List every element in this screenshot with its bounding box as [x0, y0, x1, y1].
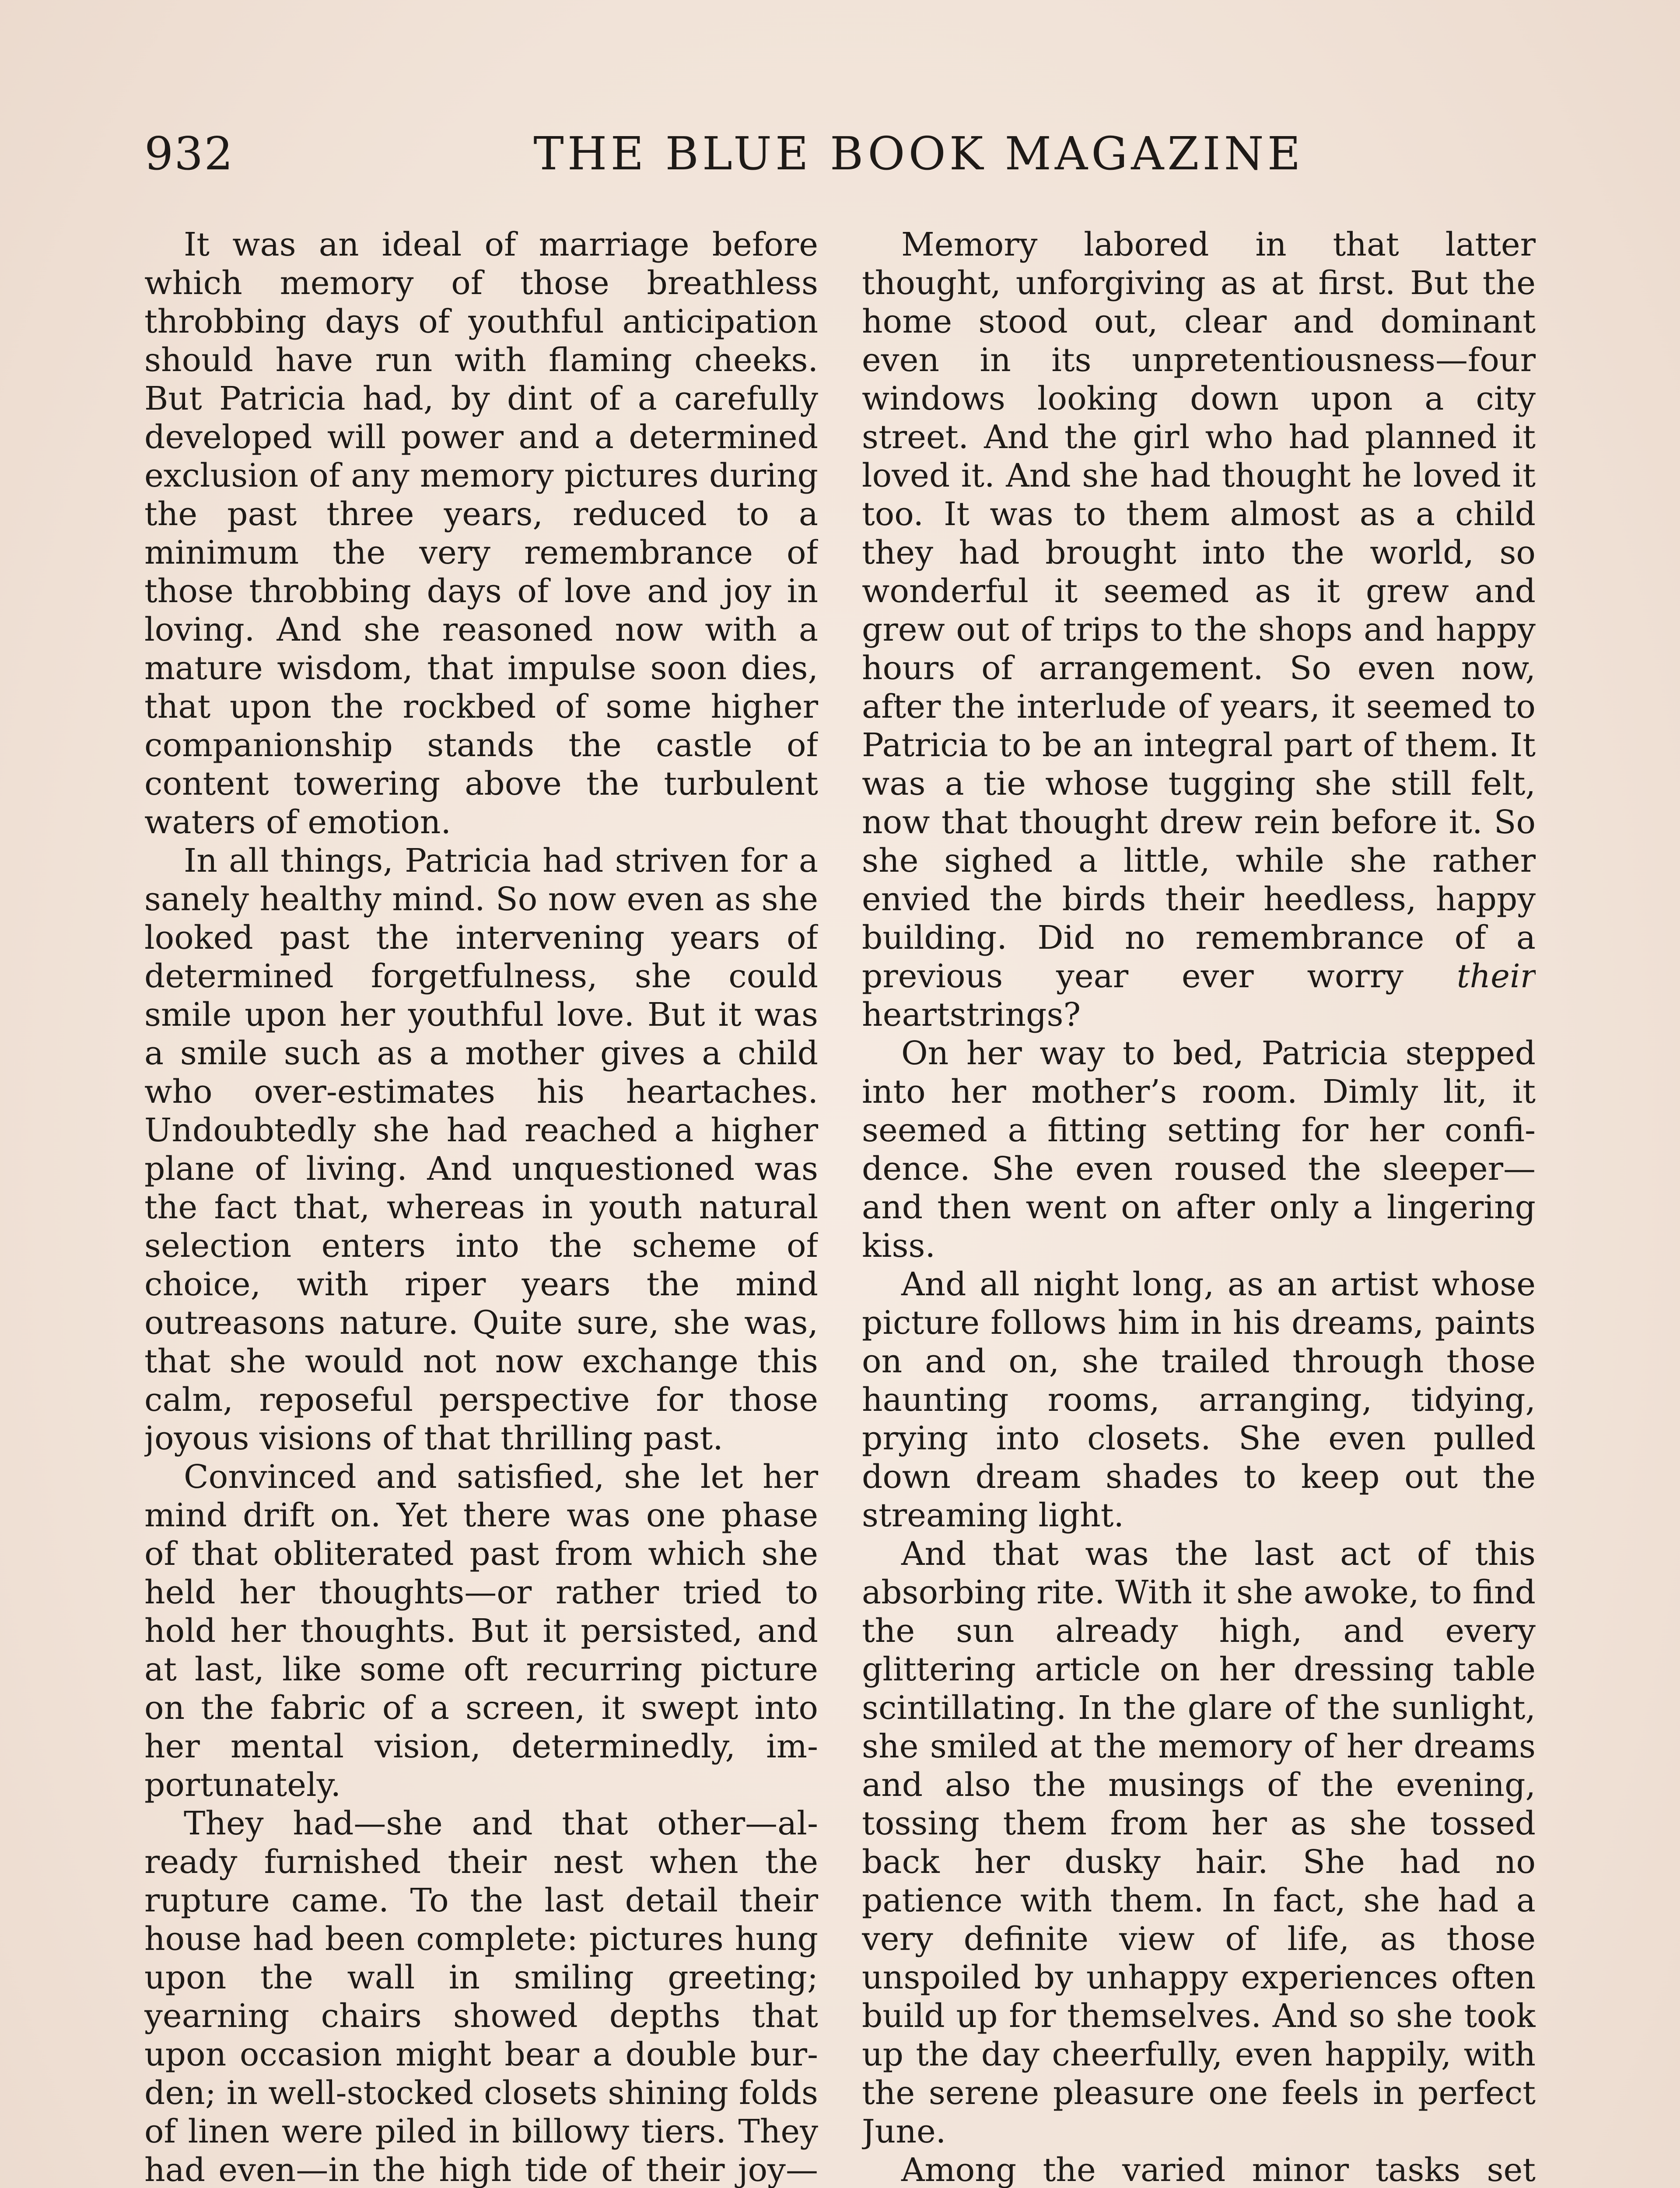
paragraph: Among the varied minor tasks set: [901, 2151, 1536, 2188]
paragraph: In all things, Patricia had striven for a sanely healthy mind. So now even as she looked past the intervening years of determined forgetfulness, she could smile upon her youthful love. But it was a smile such as a mother gives a child who over-estimates his heartaches. Undoubtedly she had reached a higher plane of living. And unquestioned was the fact that, whereas in youth natural selection enters into the scheme of choice, with riper years the mind outreasons nature. Quite sure, she was, that she would not now exchange this calm, reposeful perspective for those joyous visions of that thrilling past.: [144, 842, 818, 1457]
magazine-title: THE BLUE BOOK MAGAZINE: [533, 127, 1304, 180]
paragraph: They had—she and that other—already furnished their nest when the rupture came. To the last detail their house had been complete: pictures hung upon the wall in smiling greeting; yearning chairs showed depths that upon occasion might bear a double burden; in well-stocked closets shining folds of linen were piled in billowy tiers. They had even—in the high tide of their joy—: [144, 1805, 818, 2188]
text-columns: [144, 225, 1536, 2188]
paragraph: [862, 225, 1536, 1034]
paragraph-text-end: heartstrings?: [862, 996, 1081, 1034]
paragraph-text: Memory labored in that latter thought, unforgiving as at first. But the home stood out, clear and dominant even in its unpretentiousness—four windows looking down upon a city street. And the girl who had planned it loved it. And she had thought he loved it too. It was to them almost as a child they had brought into the world, so wonderful it seemed as it grew and grew out of trips to the shops and happy hours of arrangement. So even now, after the interlude of years, it seemed to Patricia to be an integral part of them. It was a tie whose tugging she still felt, now that thought drew rein before it. So she sighed a little, while she rather envied the birds their heedless, happy building. Did no remembrance of a previous year ever worry: [862, 226, 1536, 995]
paragraph: On her way to bed, Patricia stepped into her mother’s room. Dimly lit, it seemed a fitting setting for her confidence. She even roused the sleeper—and then went on after only a lingering kiss.: [862, 1034, 1536, 1265]
paragraph: And all night long, as an artist whose picture follows him in his dreams, paints on and on, she trailed through those haunting rooms, arranging, tidying, prying into closets. She even pulled down dream shades to keep out the streaming light.: [862, 1266, 1536, 1534]
paragraph: Convinced and satisfied, she let her mind drift on. Yet there was one phase of that obliterated past from which she held her thoughts—or rather tried to hold her thoughts. But it persisted, and at last, like some oft recurring picture on the fabric of a screen, it swept into her mental vision, determinedly, importunately.: [144, 1458, 818, 1804]
right-column: [862, 225, 1536, 2188]
paragraph: And that was the last act of this absorbing rite. With it she awoke, to find the sun already high, and every glittering article on her dressing table scintillating. In the glare of the sunlight, she smiled at the memory of her dreams and also the musings of the evening, tossing them from her as she tossed back her dusky hair. She had no patience with them. In fact, she had a very definite view of life, as those unspoiled by unhappy experiences often build up for themselves. And so she took up the day cheerfully, even happily, with the serene pleasure one feels in perfect June.: [862, 1535, 1536, 2150]
page-header: [144, 127, 1536, 193]
italic-word: their: [1456, 957, 1536, 995]
paragraph: It was an ideal of marriage before which memory of those breathless throbbing days of youthful anticipation should have run with flaming cheeks. But Patricia had, by dint of a carefully developed will power and a determined exclusion of any memory pictures during the past three years, reduced to a minimum the very remembrance of those throbbing days of love and joy in loving. And she reasoned now with a mature wisdom, that impulse soon dies, that upon the rockbed of some higher companionship stands the castle of content towering above the turbulent waters of emotion.: [144, 226, 818, 841]
left-column: [144, 225, 818, 2188]
page-number: 932: [144, 127, 234, 180]
